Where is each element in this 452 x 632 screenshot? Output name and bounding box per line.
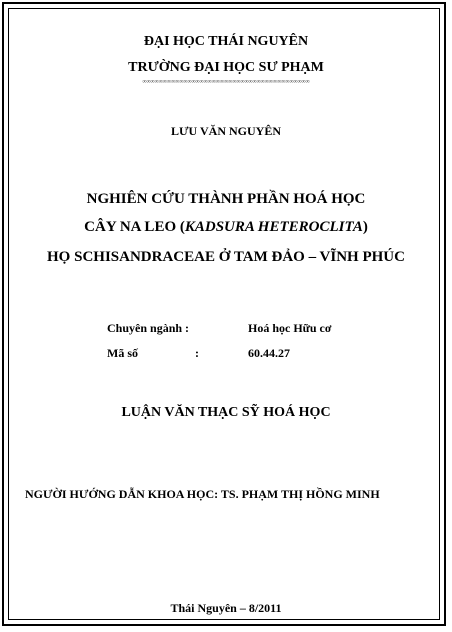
- degree-title: LUẬN VĂN THẠC SỸ HOÁ HỌC: [121, 405, 331, 420]
- title-line-2-suffix: ): [362, 219, 368, 235]
- inner-border: [8, 8, 440, 620]
- supervisor-line: NGƯỜI HƯỚNG DẪN KHOA HỌC: TS. PHẠM THỊ HỒNG MINH: [25, 487, 380, 501]
- thesis-title-line-2: [0, 219, 452, 236]
- major-label: Chuyên ngành :: [107, 321, 190, 335]
- thesis-title-line-1: NGHIÊN CỨU THÀNH PHẦN HOÁ HỌC: [86, 191, 366, 207]
- major-value: Hoá học Hữu cơ: [248, 321, 332, 335]
- ornament-divider: ∞∞∞∞∞∞∞∞∞∞∞∞∞∞∞∞∞∞∞∞∞∞∞∞∞∞∞∞∞∞∞∞∞∞∞∞∞∞∞∞∞: [142, 79, 310, 85]
- school-name: TRƯỜNG ĐẠI HỌC SƯ PHẠM: [128, 60, 324, 75]
- code-label: Mã số: [107, 346, 138, 360]
- code-colon: :: [195, 346, 199, 360]
- page-border: [2, 2, 446, 626]
- author-name: LƯU VĂN NGUYÊN: [170, 124, 281, 138]
- thesis-title-line-3: HỌ SCHISANDRACEAE Ở TAM ĐẢO – VĨNH PHÚC: [47, 249, 405, 265]
- university-name: ĐẠI HỌC THÁI NGUYÊN: [143, 34, 309, 49]
- place-and-date: Thái Nguyên – 8/2011: [170, 601, 282, 615]
- code-value: 60.44.27: [248, 346, 290, 360]
- title-line-2-prefix: CÂY NA LEO (: [84, 219, 185, 235]
- title-line-2-species: KADSURA HETEROCLITA: [184, 219, 363, 235]
